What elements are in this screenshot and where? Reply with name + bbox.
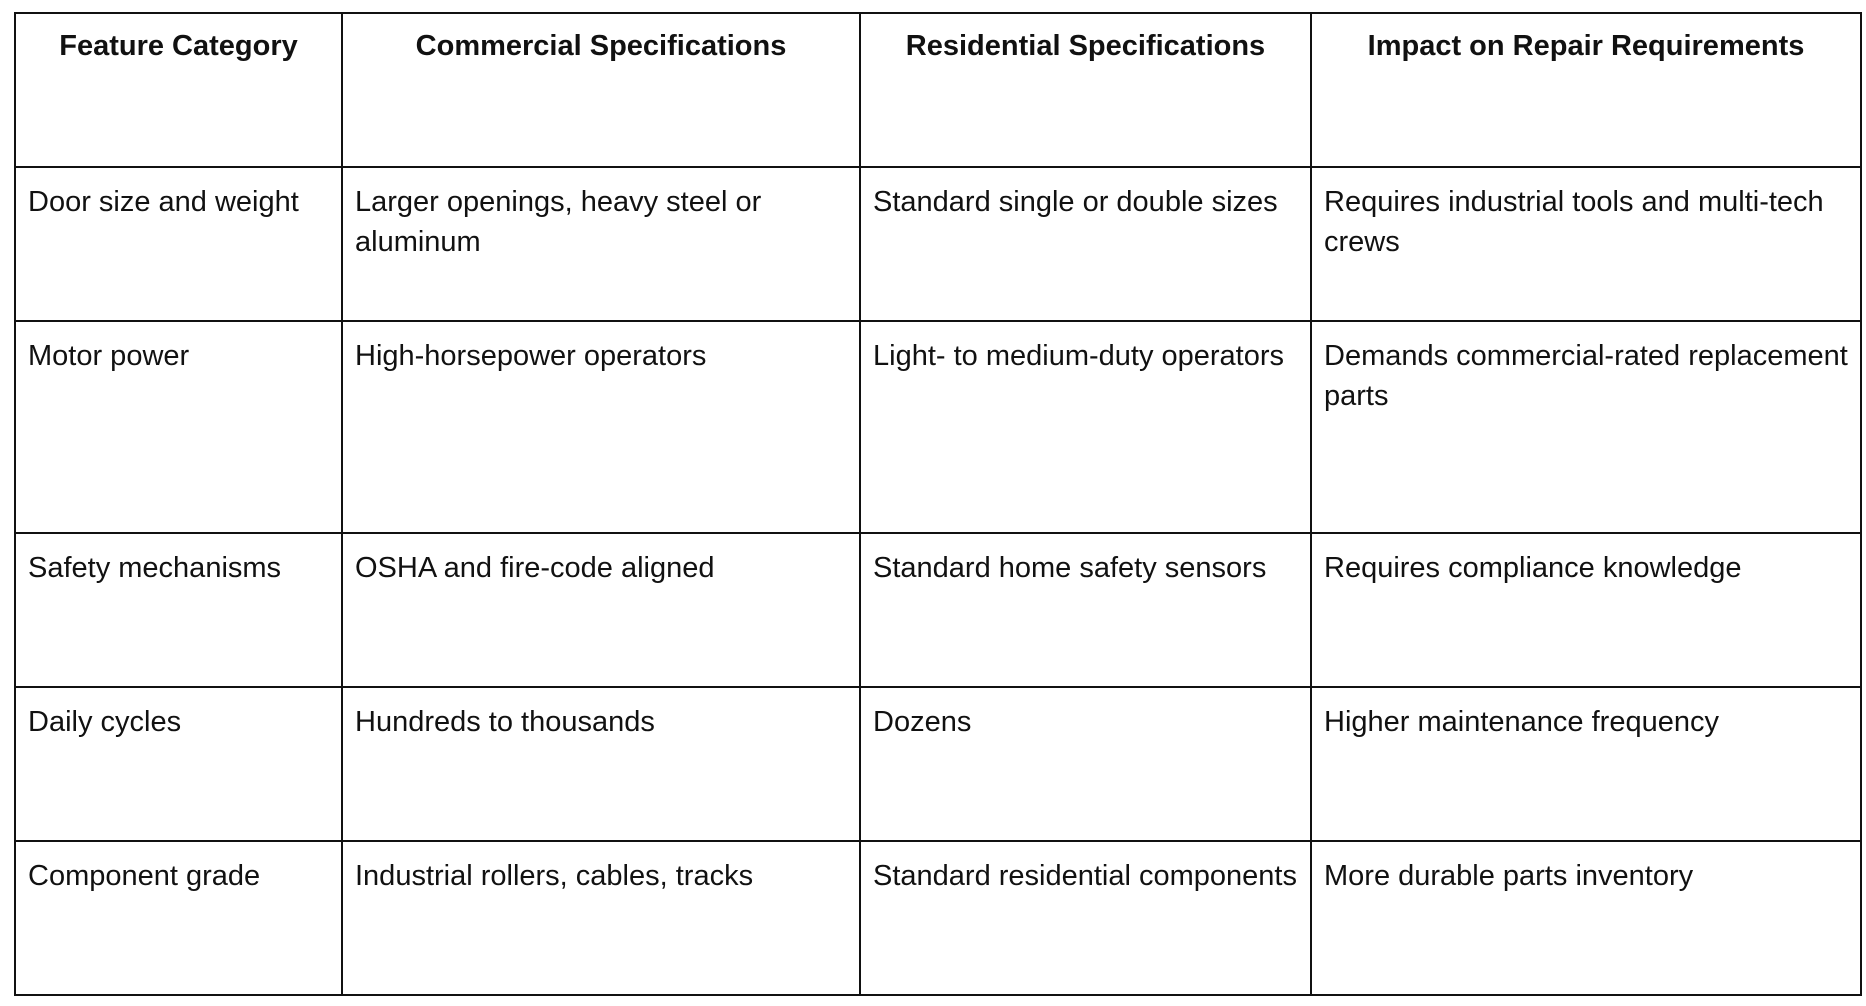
cell-feature: Daily cycles xyxy=(15,687,342,841)
cell-impact: Demands commercial-rated replacement parts xyxy=(1311,321,1861,533)
cell-feature: Component grade xyxy=(15,841,342,995)
cell-commercial: High-horsepower operators xyxy=(342,321,860,533)
header-commercial-specifications: Commercial Specifications xyxy=(342,13,860,167)
table-row xyxy=(15,533,1861,687)
table-row xyxy=(15,167,1861,321)
cell-feature: Safety mechanisms xyxy=(15,533,342,687)
cell-commercial: Industrial rollers, cables, tracks xyxy=(342,841,860,995)
cell-impact: Requires compliance knowledge xyxy=(1311,533,1861,687)
cell-residential: Standard single or double sizes xyxy=(860,167,1311,321)
cell-residential: Standard residential components xyxy=(860,841,1311,995)
header-feature-category: Feature Category xyxy=(15,13,342,167)
comparison-table xyxy=(14,12,1862,996)
cell-impact: Requires industrial tools and multi-tech crews xyxy=(1311,167,1861,321)
cell-commercial: OSHA and fire-code aligned xyxy=(342,533,860,687)
table-row xyxy=(15,687,1861,841)
cell-residential: Light- to medium-duty operators xyxy=(860,321,1311,533)
cell-residential: Dozens xyxy=(860,687,1311,841)
cell-commercial: Larger openings, heavy steel or aluminum xyxy=(342,167,860,321)
table-row xyxy=(15,321,1861,533)
table-row xyxy=(15,841,1861,995)
cell-impact: Higher maintenance frequency xyxy=(1311,687,1861,841)
cell-impact: More durable parts inventory xyxy=(1311,841,1861,995)
header-impact-on-repair: Impact on Repair Requirements xyxy=(1311,13,1861,167)
cell-feature: Motor power xyxy=(15,321,342,533)
header-residential-specifications: Residential Specifications xyxy=(860,13,1311,167)
cell-residential: Standard home safety sensors xyxy=(860,533,1311,687)
cell-commercial: Hundreds to thousands xyxy=(342,687,860,841)
cell-feature: Door size and weight xyxy=(15,167,342,321)
table-header-row xyxy=(15,13,1861,167)
